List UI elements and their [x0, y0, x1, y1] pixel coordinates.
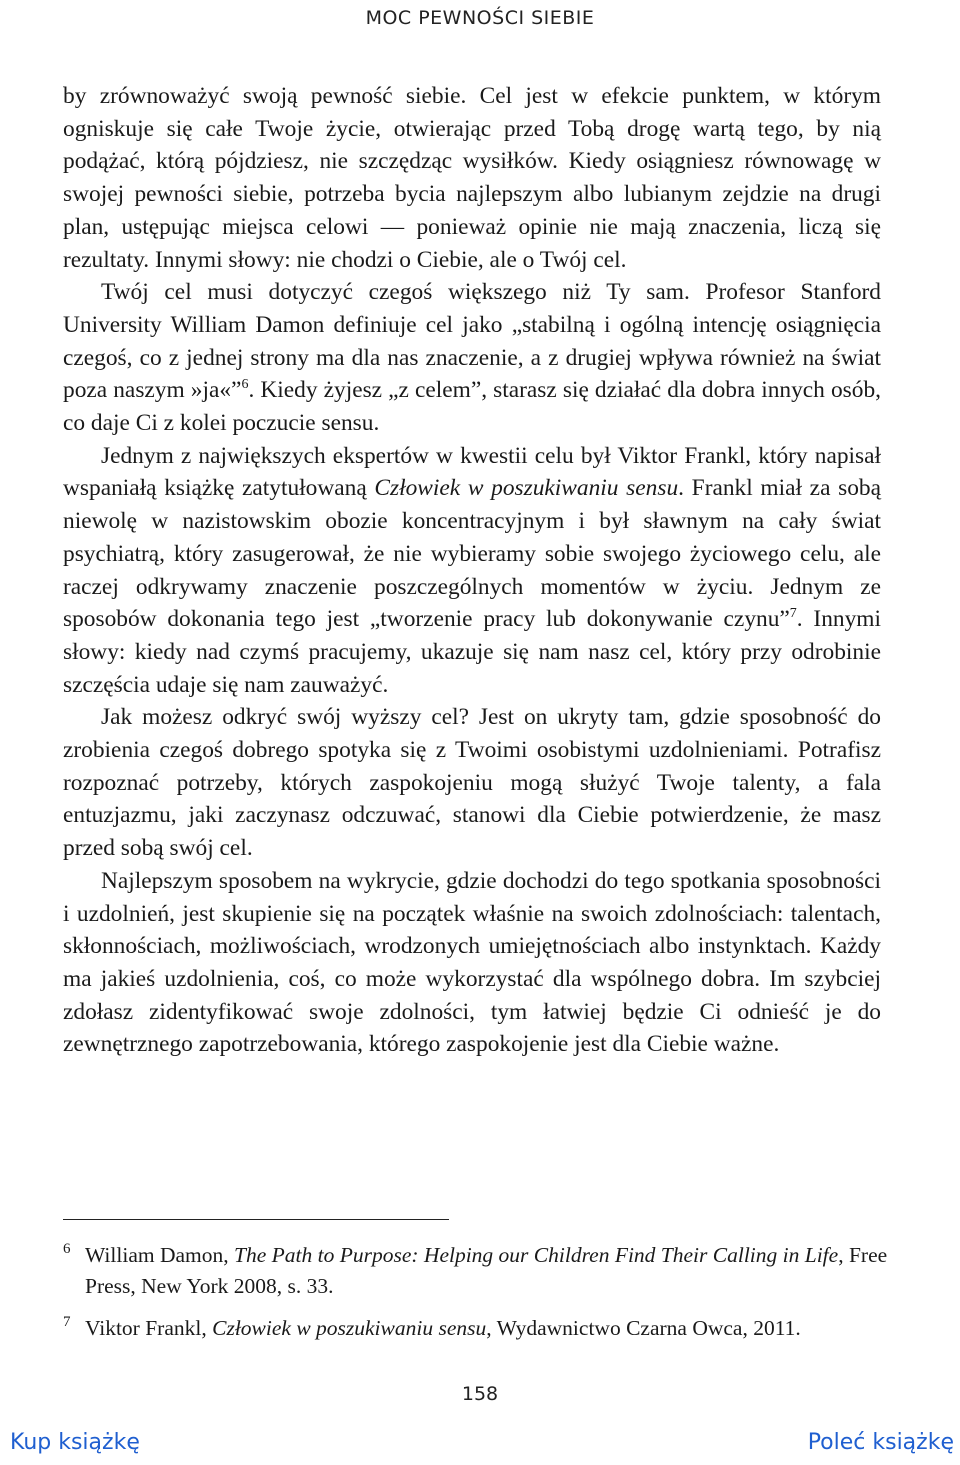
footnote-6	[63, 1240, 893, 1301]
recommend-book-link[interactable]: Poleć książkę	[807, 1430, 954, 1455]
paragraph-4-text: Jak możesz odkryć swój wyższy cel? Jest on ukryty tam, gdzie sposobność do zrobienia czegoś dobrego spotyka się z Twoimi osobistymi uzdolnieniami. Potrafisz rozpoznać potrzeby, których zaspokojeniu mogą służyć Twoje talenty, a fala entuzjazmu, jaki zaczynasz odczuwać, stanowi dla Ciebie potwierdzenie, że masz przed sobą swój cel.	[63, 704, 881, 862]
buy-book-link[interactable]: Kup książkę	[10, 1430, 140, 1455]
footnote-divider	[63, 1219, 449, 1220]
footnotes	[63, 1240, 893, 1356]
paragraph-1	[63, 80, 881, 276]
footnote-text: , Free Press, New York 2008, s. 33.	[85, 1243, 888, 1298]
main-text	[63, 80, 881, 1061]
paragraph-3-text-a: Jednym z największych ekspertów w kwestii celu był Viktor Frankl, który napisał wspaniałą książkę zatytułowaną	[63, 442, 881, 502]
footnote-number: 7	[63, 1314, 71, 1330]
paragraph-3-text-b: . Frankl miał za sobą niewolę w nazistowskim obozie koncentracyjnym i był sławnym na cały świat psychiatrą, który zasugerował, że nie wybieramy sobie swojego życiowego celu, ale raczej odkrywamy znaczenie poszczególnych momentów w życiu. Jednym ze sposobów dokonania tego jest „tworzenie pracy lub dokonywanie czynu”	[63, 475, 882, 633]
footnote-number: 6	[63, 1241, 71, 1257]
footnote-7	[63, 1313, 893, 1344]
page-number: 158	[461, 1383, 499, 1405]
paragraph-2-text-a: Twój cel musi dotyczyć czegoś większego niż Ty sam. Profesor Stanford University William Damon definiuje cel jako „stabilną i ogólną intencję osiągnięcia czegoś, co z jednej strony ma dla nas znaczenie, a z drugiej wpływa również na świat poza naszym »ja«”	[63, 279, 881, 404]
paragraph-5	[63, 865, 881, 1061]
paragraph-5-text: Najlepszym sposobem na wykrycie, gdzie dochodzi do tego spotkania sposobności i uzdolnień, jest skupienie się na początek właśnie na swoich zdolnościach: talentach, skłonnościach, możliwościach, wrodzonych umiejętnościach albo instynktach. Każdy ma jakieś uzdolnienia, coś, co może wykorzystać dla wspólnego dobra. Im szybciej zdołasz zidentyfikować swoje zdolności, tym łatwiej będzie Ci odnieść je do zewnętrznego zapotrzebowania, którego zaspokojenie jest dla Ciebie ważne.	[63, 867, 881, 1058]
paragraph-4	[63, 701, 881, 865]
book-title: Człowiek w poszukiwaniu sensu	[374, 475, 679, 502]
running-title: MOC PEWNOŚCI SIEBIE	[365, 7, 595, 29]
paragraph-1-text: by zrównoważyć swoją pewność siebie. Cel jest w efekcie punktem, w którym ogniskuje się całe Twoje życie, otwierając przed Tobą drogę wartą tego, by nią podążać, którą pójdziesz, nie szczędząc wysiłków. Kiedy osiągniesz równowagę w swojej pewności siebie, potrzeba bycia najlepszym albo lubianym zejdzie na drugi plan, ustępując miejsca celowi — ponieważ opinie nie mają znaczenia, liczą się rezultaty. Innymi słowy: nie chodzi o Ciebie, ale o Twój cel.	[63, 83, 881, 273]
footnote-text: Viktor Frankl,	[85, 1316, 213, 1340]
footnote-ref-7: 7	[789, 606, 797, 622]
paragraph-3-text-c: . Innymi słowy: kiedy nad czymś pracujemy, ukazuje się nam nasz cel, który przy odrobinie szczęścia udaje się nam zauważyć.	[63, 606, 881, 698]
footnote-title: The Path to Purpose: Helping our Children Find Their Calling in Life	[234, 1243, 839, 1267]
paragraph-3	[63, 440, 881, 702]
footnote-text: , Wydawnictwo Czarna Owca, 2011.	[486, 1316, 801, 1340]
footnote-ref-6: 6	[241, 377, 249, 393]
paragraph-2	[63, 276, 881, 440]
paragraph-2-text-b: . Kiedy żyjesz „z celem”, starasz się działać dla dobra innych osób, co daje Ci z kolei poczucie sensu.	[63, 377, 881, 437]
footnote-title: Człowiek w poszukiwaniu sensu	[212, 1316, 487, 1340]
footnote-text: William Damon,	[85, 1243, 235, 1267]
